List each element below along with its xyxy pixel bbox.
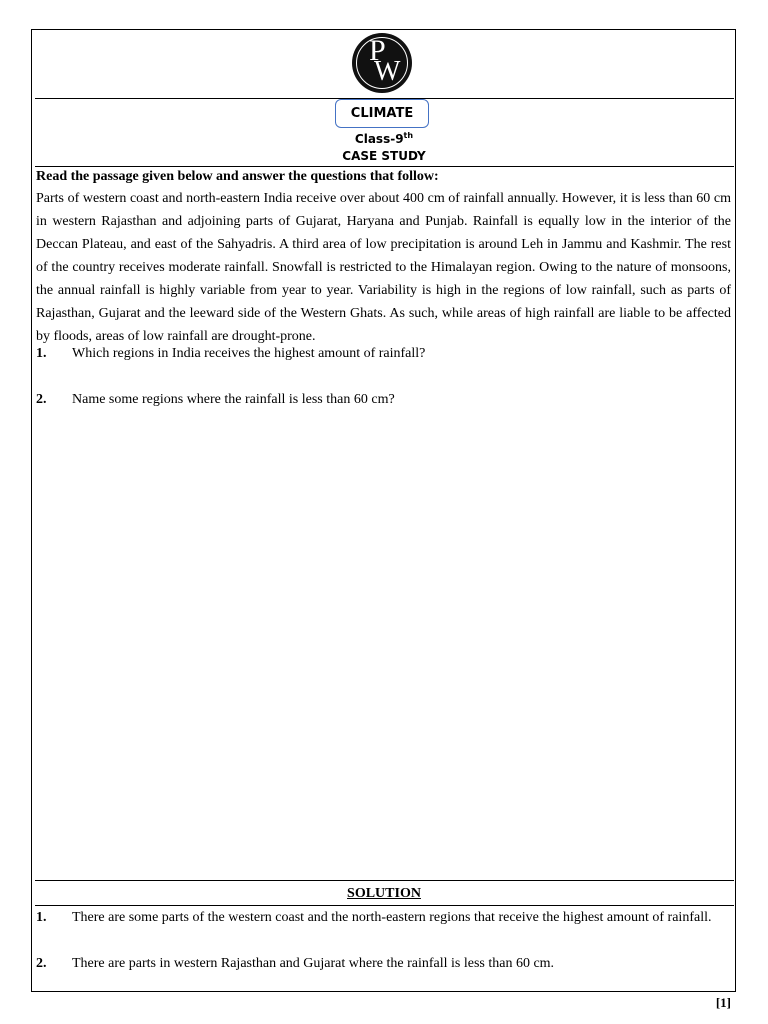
question-text: Which regions in India receives the highest amount of rainfall? bbox=[72, 346, 426, 361]
question-number: 2. bbox=[36, 392, 47, 407]
section-label: CASE STUDY bbox=[342, 149, 426, 163]
pw-logo bbox=[352, 33, 412, 93]
class-label bbox=[0, 131, 768, 146]
answer-text: There are parts in western Rajasthan and Gujarat where the rainfall is less than 60 cm. bbox=[72, 956, 555, 971]
question-number: 1. bbox=[36, 346, 47, 361]
solution-divider bbox=[35, 880, 734, 881]
solution-heading: SOLUTION bbox=[347, 886, 421, 901]
class-text: Class-9 bbox=[354, 132, 404, 146]
answer-number: 1. bbox=[36, 910, 47, 925]
page-number: [1] bbox=[715, 995, 731, 1010]
question-text: Name some regions where the rainfall is less than 60 cm? bbox=[72, 392, 395, 407]
section-divider bbox=[35, 166, 734, 167]
page-title: CLIMATE bbox=[335, 99, 429, 128]
logo-letter-p: P bbox=[369, 34, 386, 67]
answer-number: 2. bbox=[36, 956, 47, 971]
class-superscript: th bbox=[403, 131, 414, 140]
answer-text: There are some parts of the western coast and the north-eastern regions that receive the highest amount of rainfall. bbox=[72, 910, 712, 925]
case-passage: Parts of western coast and north-eastern India receive over about 400 cm of rainfall annually. However, it is less than 60 cm in western Rajasthan and adjoining parts of Gujarat, Haryana and Punjab. Rainfall is equally low in the interior of the Deccan Plateau, and east of the Sahyadris. A third area of low precipitation is around Leh in Jammu and Kashmir. The rest of the country receives moderate rainfall. Snowfall is restricted to the Himalayan region. Owing to the nature of monsoons, the annual rainfall is highly variable from year to year. Variability is high in the regions of low rainfall, such as parts of Rajasthan, Gujarat and the leeward side of the Western Ghats. As such, while areas of high rainfall are liable to be affected by floods, areas of low rainfall are drought-prone. bbox=[36, 191, 731, 344]
solution-heading-rule bbox=[35, 905, 734, 906]
instruction-text: Read the passage given below and answer the questions that follow: bbox=[36, 169, 439, 184]
logo-letter-w: W bbox=[374, 56, 401, 87]
